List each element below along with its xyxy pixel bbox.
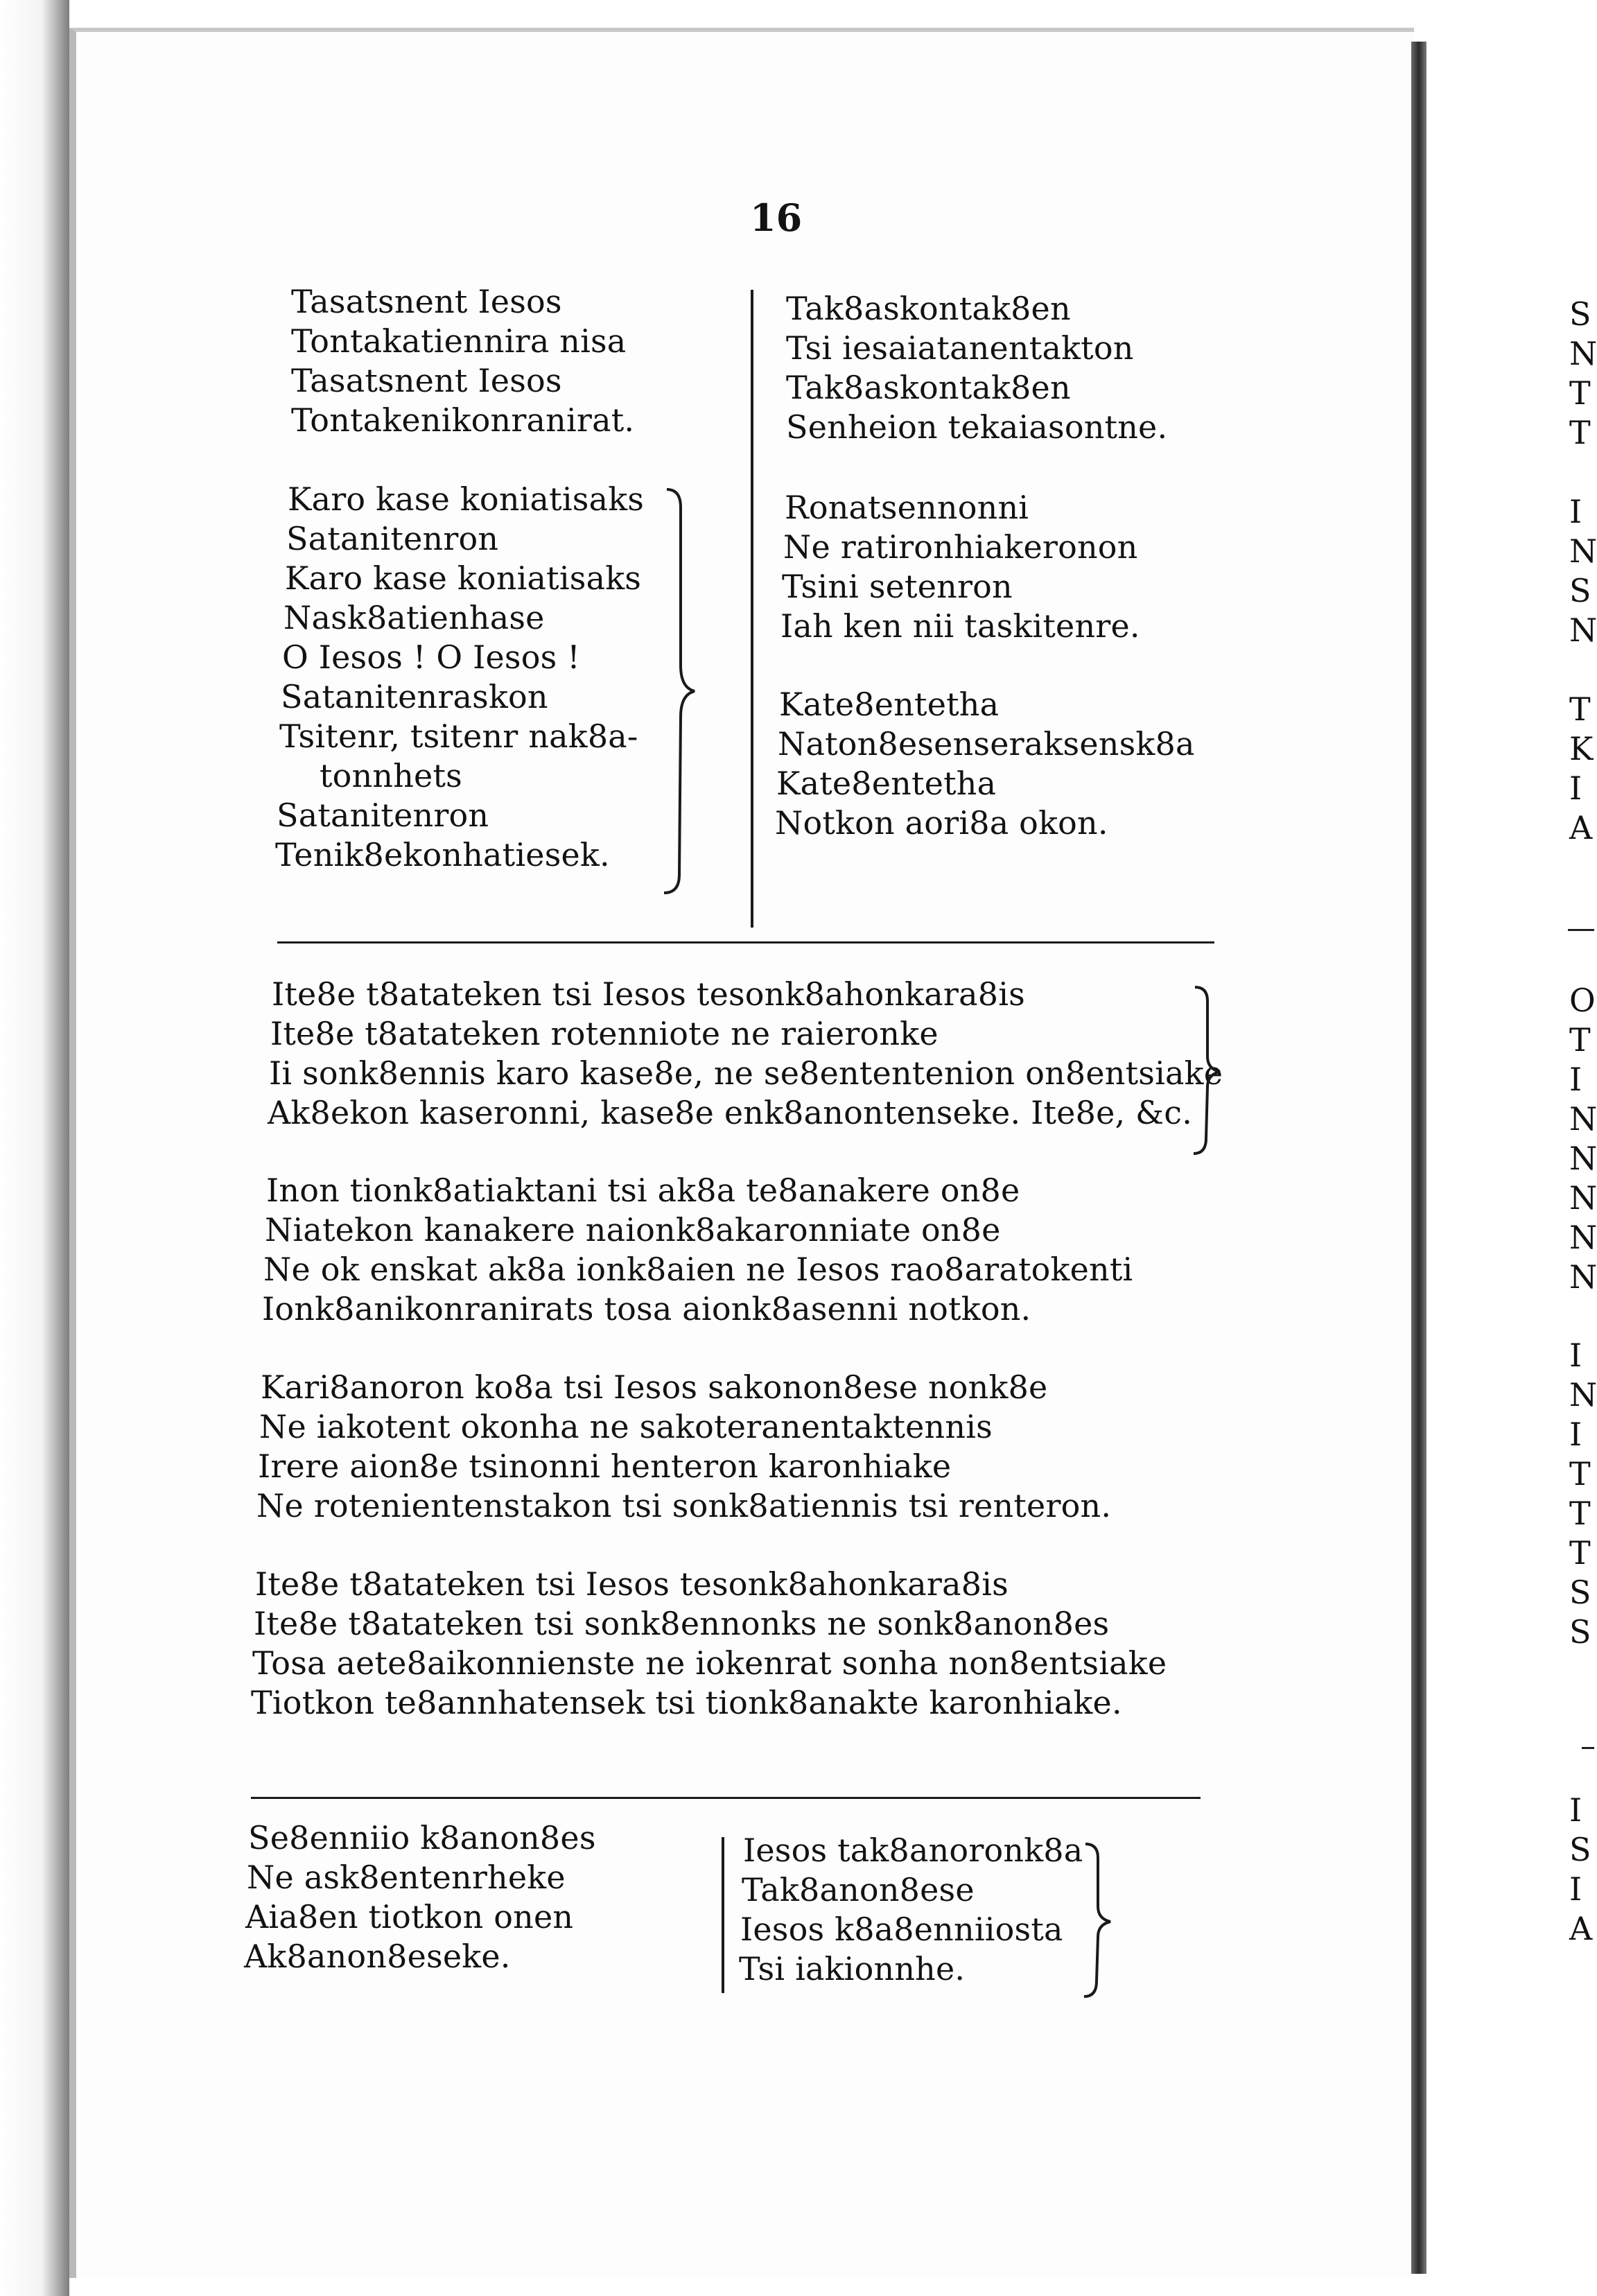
next-page-letter: S <box>1569 572 1591 609</box>
next-page-letter: T <box>1569 374 1591 412</box>
text-line: Ii sonk8ennis karo kase8e, ne se8ententenion on8entsiake <box>269 1054 1223 1092</box>
text-line: Tsi iakionnhe. <box>739 1950 966 1988</box>
text-line: Tak8anon8ese <box>742 1871 975 1908</box>
next-page-letter: N <box>1569 1100 1597 1138</box>
text-line: Ite8e t8atateken rotenniote ne raieronke <box>270 1015 939 1052</box>
text-line: Naton8esenseraksensk8a <box>778 725 1195 763</box>
text-line: Tosa aete8aikonnienste ne iokenrat sonha non8entsiake <box>252 1644 1167 1682</box>
text-line: Tenik8ekonhatiesek. <box>275 836 610 873</box>
next-page-letter: T <box>1569 1021 1591 1059</box>
text-line: Aia8en tiotkon onen <box>245 1898 574 1936</box>
next-page-letter: N <box>1569 532 1597 570</box>
text-line: Ionk8anikonranirats tosa aionk8asenni notkon. <box>262 1290 1031 1328</box>
book-spine-shadow <box>1411 42 1426 2274</box>
next-page-letter: O <box>1569 982 1596 1019</box>
next-page-rule <box>1568 929 1594 931</box>
text-line: Tontakatiennira nisa <box>291 322 627 360</box>
section-rule <box>277 941 1214 943</box>
column-divider <box>751 290 753 928</box>
text-line: Tontakenikonranirat. <box>291 401 635 439</box>
next-page-letter: T <box>1569 1495 1591 1532</box>
next-page-letter: N <box>1569 1179 1597 1217</box>
text-line: Iah ken nii taskitenre. <box>780 607 1140 645</box>
next-page-letter: I <box>1569 1870 1582 1908</box>
brace-right <box>1191 984 1225 1158</box>
text-line: Satanitenraskon <box>281 678 548 715</box>
next-page-letter: N <box>1569 1376 1597 1414</box>
text-line: Ne ask8entenrheke <box>247 1859 566 1896</box>
next-page-letter: T <box>1569 1534 1591 1572</box>
text-line: Ne ok enskat ak8a ionk8aien ne Iesos rao8aratokenti <box>263 1251 1133 1288</box>
next-page-letter: A <box>1569 809 1593 846</box>
text-line: Kate8entetha <box>776 765 997 802</box>
page-number: 16 <box>750 195 803 240</box>
next-page-letter: I <box>1569 769 1582 807</box>
text-line: Ite8e t8atateken tsi Iesos tesonk8ahonkara8is <box>255 1565 1009 1603</box>
text-line: Ronatsennonni <box>785 489 1029 526</box>
text-line: Ak8ekon kaseronni, kase8e enk8anontenseke. Ite8e, &c. <box>268 1094 1193 1131</box>
text-line: O Iesos ! O Iesos ! <box>282 638 580 676</box>
next-page-letter: S <box>1569 1831 1591 1868</box>
text-line: Kari8anoron ko8a tsi Iesos sakonon8ese nonk8e <box>261 1368 1048 1406</box>
text-line: Tsini setenron <box>782 568 1013 605</box>
text-line: Ne ratironhiakeronon <box>783 528 1138 566</box>
text-line: Niatekon kanakere naionk8akaronniate on8e <box>265 1211 1001 1249</box>
next-page-letter: T <box>1569 414 1591 451</box>
text-line: Tsitenr, tsitenr nak8a- <box>279 718 638 755</box>
text-line: Tasatsnent Iesos <box>291 283 562 320</box>
text-line: Irere aion8e tsinonni henteron karonhiake <box>258 1447 952 1485</box>
next-page-letter: N <box>1569 611 1597 649</box>
text-line: Ne iakotent okonha ne sakoteranentaktennis <box>259 1408 993 1445</box>
next-page-letter: N <box>1569 1219 1597 1256</box>
next-page-letter: I <box>1569 1416 1582 1453</box>
next-page-letter: T <box>1569 1455 1591 1493</box>
page-edge-shadow <box>0 0 69 2296</box>
text-line: Nask8atienhase <box>283 599 545 636</box>
text-line: Ne rotenientenstakon tsi sonk8atiennis tsi renteron. <box>256 1487 1112 1524</box>
text-line: Tasatsnent Iesos <box>291 362 562 399</box>
brace-right <box>1081 1841 1116 2001</box>
next-page-letter: A <box>1569 1910 1593 1947</box>
section-rule <box>251 1797 1201 1799</box>
text-line: Karo kase koniatisaks <box>285 559 642 597</box>
next-page-letter: I <box>1569 1061 1582 1098</box>
next-page-letter: S <box>1569 1574 1591 1611</box>
next-page-letter: N <box>1569 1258 1597 1296</box>
text-line: Notkon aori8a okon. <box>775 804 1108 842</box>
next-page-letter: N <box>1569 335 1597 372</box>
text-line: Satanitenron <box>277 797 489 834</box>
next-page-rule <box>1582 1747 1594 1749</box>
next-page-letter: I <box>1569 493 1582 530</box>
text-line: Tak8askontak8en <box>786 290 1071 327</box>
next-page-letter: T <box>1569 690 1591 728</box>
text-line: Iesos tak8anoronk8a <box>743 1832 1083 1869</box>
text-line: Tsi iesaiatanentakton <box>786 329 1134 367</box>
text-line: Tak8askontak8en <box>786 369 1071 406</box>
next-page-letter: S <box>1569 295 1591 333</box>
text-line: Ite8e t8atateken tsi Iesos tesonk8ahonkara8is <box>272 975 1025 1013</box>
text-line: Ite8e t8atateken tsi sonk8ennonks ne sonk8anon8es <box>254 1605 1110 1642</box>
text-line: Tiotkon te8annhatensek tsi tionk8anakte karonhiake. <box>251 1684 1122 1721</box>
column-divider <box>722 1837 724 1993</box>
text-line: Ak8anon8eseke. <box>244 1938 511 1975</box>
text-line: Se8enniio k8anon8es <box>248 1819 596 1856</box>
brace-right <box>658 487 700 896</box>
next-page-letter: N <box>1569 1140 1597 1177</box>
text-line: Iesos k8a8enniiosta <box>740 1911 1063 1948</box>
text-line: Karo kase koniatisaks <box>288 480 645 518</box>
text-line: Kate8entetha <box>779 686 1000 723</box>
text-line: Satanitenron <box>286 520 499 557</box>
next-page-letter: S <box>1569 1613 1591 1651</box>
text-line: Senheion tekaiasontne. <box>786 408 1168 446</box>
text-line: Inon tionk8atiaktani tsi ak8a te8anakere on8e <box>266 1172 1020 1209</box>
next-page-letter: I <box>1569 1337 1582 1374</box>
next-page-letter: K <box>1569 730 1594 767</box>
text-line: tonnhets <box>320 757 462 794</box>
next-page-letter: I <box>1569 1791 1582 1829</box>
